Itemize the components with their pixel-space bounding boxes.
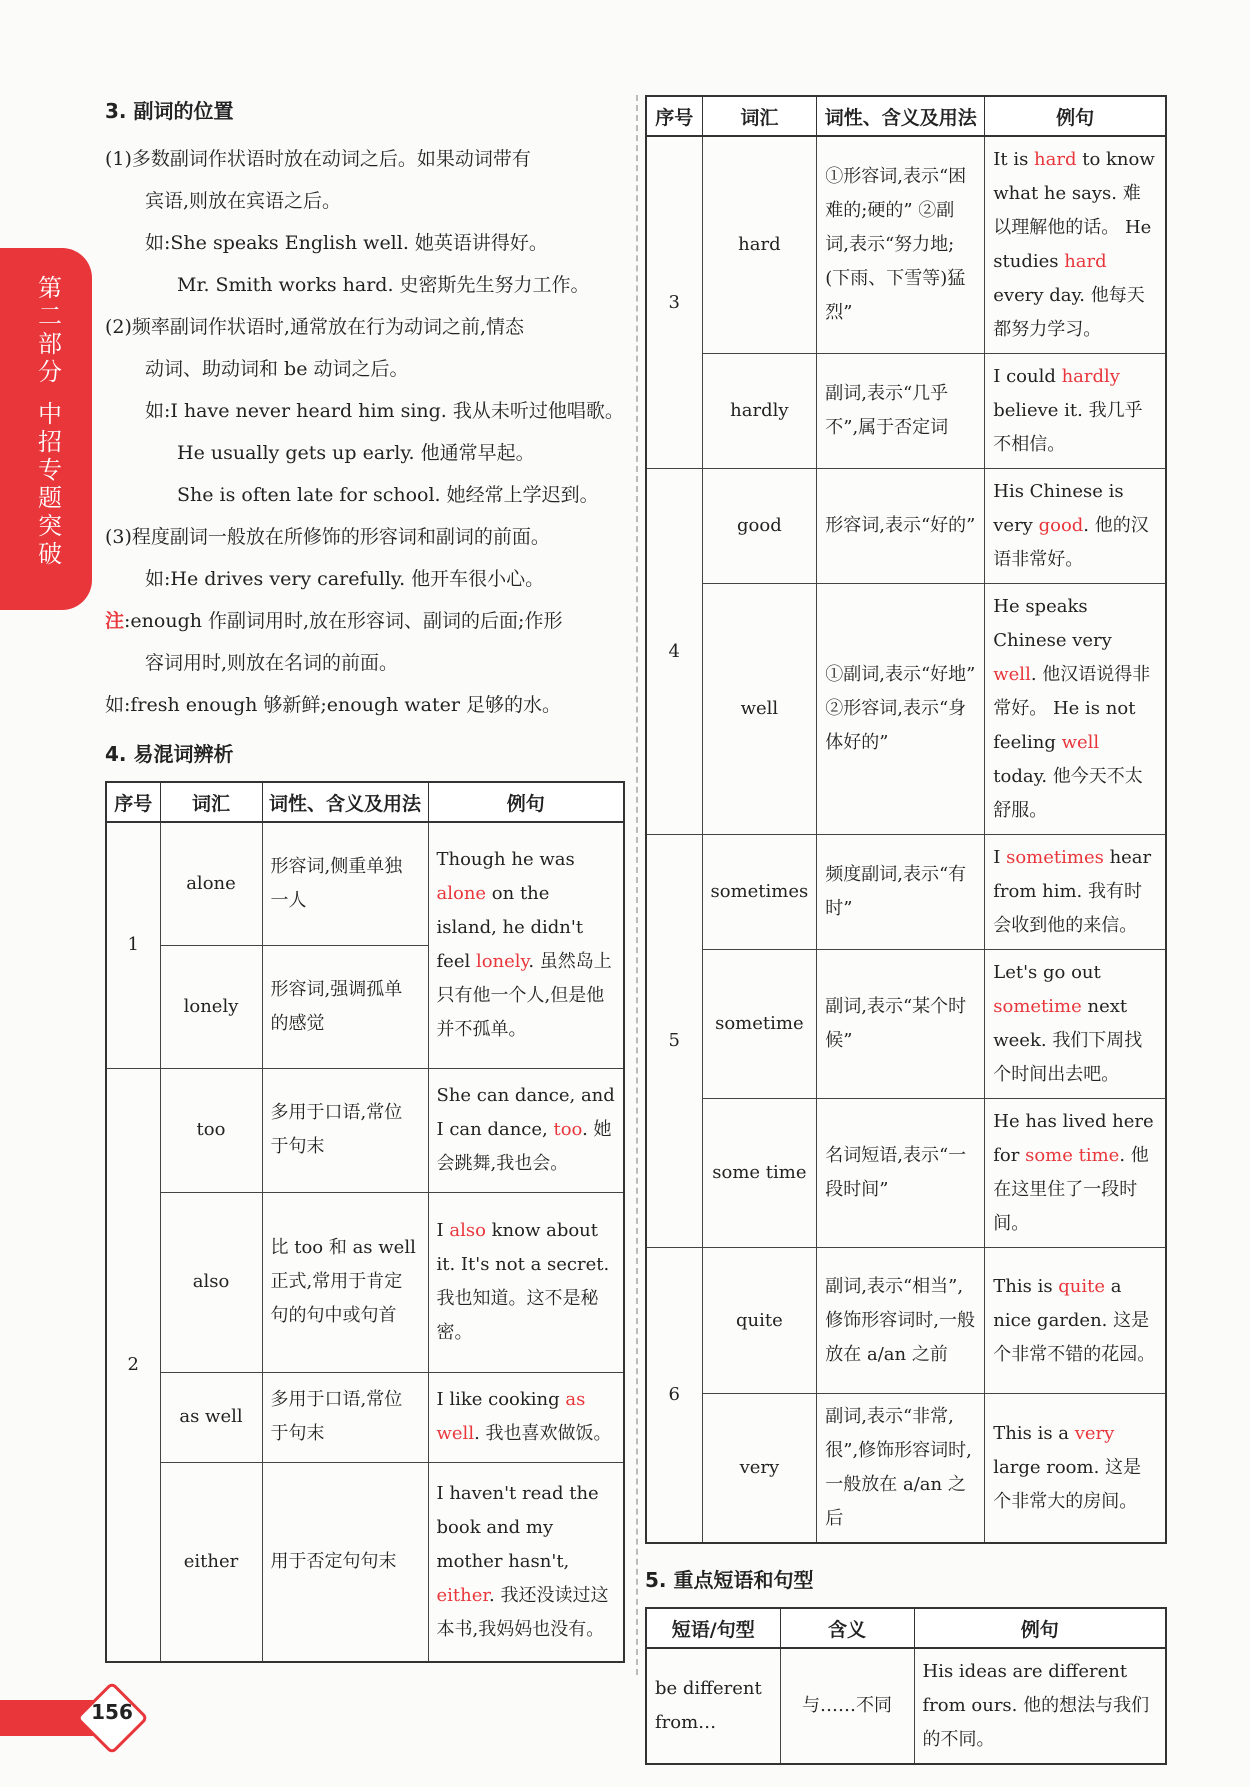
page-number: 156 [91,1700,133,1724]
example-cell: It is hard to know what he says. 难以理解他的话。 He studies hard every day. 他每天都努力学习。 [985,136,1166,354]
table-row [646,1648,1166,1764]
table-row [646,1394,1166,1544]
word-cell: sometime [702,950,817,1099]
example-cell: His Chinese is very good. 他的汉语非常好。 [985,469,1166,584]
right-column [645,95,1167,1765]
confusing-words-table-left [105,781,625,1663]
word-cell: sometimes [702,835,817,950]
rule3-example: 如:He drives very carefully. 他开车很小心。 [145,568,545,590]
usage-cell: 用于否定句句末 [262,1462,428,1662]
usage-cell: 名词短语,表示“一段时间” [817,1099,985,1248]
note-line1: 注:enough 作副词用时,放在形容词、副词的后面;作形 [105,610,563,632]
group-number: 1 [106,822,160,1068]
usage-cell: 副词,表示“几乎不”,属于否定词 [817,354,985,469]
rule2-example1: 如:I have never heard him sing. 我从未听过他唱歌。 [145,400,624,422]
note-mark: 注 [105,610,125,632]
example-cell: I could hardly believe it. 我几乎不相信。 [985,354,1166,469]
side-tab-part: 第二部分 [38,274,62,386]
word-cell: as well [160,1372,262,1462]
word-cell: hard [702,136,817,354]
group-number: 4 [646,469,702,835]
table-row [106,822,624,945]
table-row [646,136,1166,354]
word-cell: also [160,1192,262,1372]
note-line2: 容词用时,则放在名词的前面。 [145,652,399,674]
word-cell: hardly [702,354,817,469]
table-header-row: 短语/句型 含义 例句 [646,1608,1166,1648]
usage-cell: 副词,表示“某个时候” [817,950,985,1099]
chapter-side-tab [0,248,92,610]
rule1-line1: (1)多数副词作状语时放在动词之后。如果动词带有 [105,148,531,170]
example-cell: I haven't read the book and my mother hasn't, either. 我还没读过这本书,我妈妈也没有。 [428,1462,624,1662]
rule3-line1: (3)程度副词一般放在所修饰的形容词和副词的前面。 [105,526,550,548]
rule1-line2: 宾语,则放在宾语之后。 [145,190,342,212]
group-number: 6 [646,1248,702,1544]
table-row [106,1372,624,1462]
key-phrases-table [645,1607,1167,1765]
section3-title: 3. 副词的位置 [105,99,234,123]
phrase-cell: be different from… [646,1648,780,1764]
word-cell: well [702,584,817,835]
table-row [646,354,1166,469]
table-row [646,584,1166,835]
section3-body [105,138,625,726]
usage-cell: 多用于口语,常位于句末 [262,1068,428,1192]
usage-cell: 形容词,强调孤单的感觉 [262,945,428,1068]
group-number: 5 [646,835,702,1248]
usage-cell: 形容词,侧重单独一人 [262,822,428,945]
rule1-example2: Mr. Smith works hard. 史密斯先生努力工作。 [177,274,590,296]
note-example: 如:fresh enough 够新鲜;enough water 足够的水。 [105,694,561,716]
example-cell: I like cooking as well. 我也喜欢做饭。 [428,1372,624,1462]
rule2-example3: She is often late for school. 她经常上学迟到。 [177,484,599,506]
word-cell: some time [702,1099,817,1248]
usage-cell: 副词,表示“非常,很”,修饰形容词时,一般放在 a/an 之后 [817,1394,985,1544]
table-row [106,1068,624,1192]
section4-title: 4. 易混词辨析 [105,742,234,766]
word-cell: either [160,1462,262,1662]
word-cell: too [160,1068,262,1192]
table-header-row: 序号 词汇 词性、含义及用法 例句 [106,782,624,822]
rule2-example2: He usually gets up early. 他通常早起。 [177,442,535,464]
usage-cell: 比 too 和 as well 正式,常用于肯定句的句中或句首 [262,1192,428,1372]
example-cell: Though he was alone on the island, he didn't feel lonely. 虽然岛上只有他一个人,但是他并不孤单。 [428,822,624,1068]
table-row [646,950,1166,1099]
example-cell: Let's go out sometime next week. 我们下周找个时间出去吧。 [985,950,1166,1099]
rule1-example1: 如:She speaks English well. 她英语讲得好。 [145,232,548,254]
table-row [646,835,1166,950]
usage-cell: 副词,表示“相当”,修饰形容词时,一般放在 a/an 之前 [817,1248,985,1394]
example-cell: She can dance, and I can dance, too. 她会跳舞,我也会。 [428,1068,624,1192]
word-cell: very [702,1394,817,1544]
word-cell: lonely [160,945,262,1068]
page-number-badge [72,1690,160,1746]
table-row [106,1462,624,1662]
group-number: 3 [646,136,702,469]
usage-cell: 多用于口语,常位于句末 [262,1372,428,1462]
rule2-line2: 动词、助动词和 be 动词之后。 [145,358,409,380]
word-cell: good [702,469,817,584]
example-cell: This is a very large room. 这是个非常大的房间。 [985,1394,1166,1544]
word-cell: quite [702,1248,817,1394]
table-header-row: 序号 词汇 词性、含义及用法 例句 [646,96,1166,136]
meaning-cell: 与……不同 [780,1648,914,1764]
example-cell: His ideas are different from ours. 他的想法与我们的不同。 [914,1648,1166,1764]
usage-cell: ①形容词,表示“困难的;硬的” ②副词,表示“努力地;(下雨、下雪等)猛烈” [817,136,985,354]
example-cell: I also know about it. It's not a secret. 我也知道。这不是秘密。 [428,1192,624,1372]
table-row [646,469,1166,584]
side-tab-topic: 中招专题突破 [38,400,62,568]
example-cell: He speaks Chinese very well. 他汉语说得非常好。 He is not feeling well today. 他今天不太舒服。 [985,584,1166,835]
group-number: 2 [106,1068,160,1662]
table-row [646,1248,1166,1394]
confusing-words-table-right [645,95,1167,1544]
section5-title: 5. 重点短语和句型 [645,1568,814,1592]
usage-cell: ①副词,表示“好地” ②形容词,表示“身体好的” [817,584,985,835]
example-cell: I sometimes hear from him. 我有时会收到他的来信。 [985,835,1166,950]
rule2-line1: (2)频率副词作状语时,通常放在行为动词之前,情态 [105,316,524,338]
word-cell: alone [160,822,262,945]
table-row [646,1099,1166,1248]
usage-cell: 频度副词,表示“有时” [817,835,985,950]
usage-cell: 形容词,表示“好的” [817,469,985,584]
example-cell: This is quite a nice garden. 这是个非常不错的花园。 [985,1248,1166,1394]
column-divider [636,95,638,1675]
table-row [106,1192,624,1372]
example-cell: He has lived here for some time. 他在这里住了一段时间。 [985,1099,1166,1248]
left-column [105,95,625,1663]
